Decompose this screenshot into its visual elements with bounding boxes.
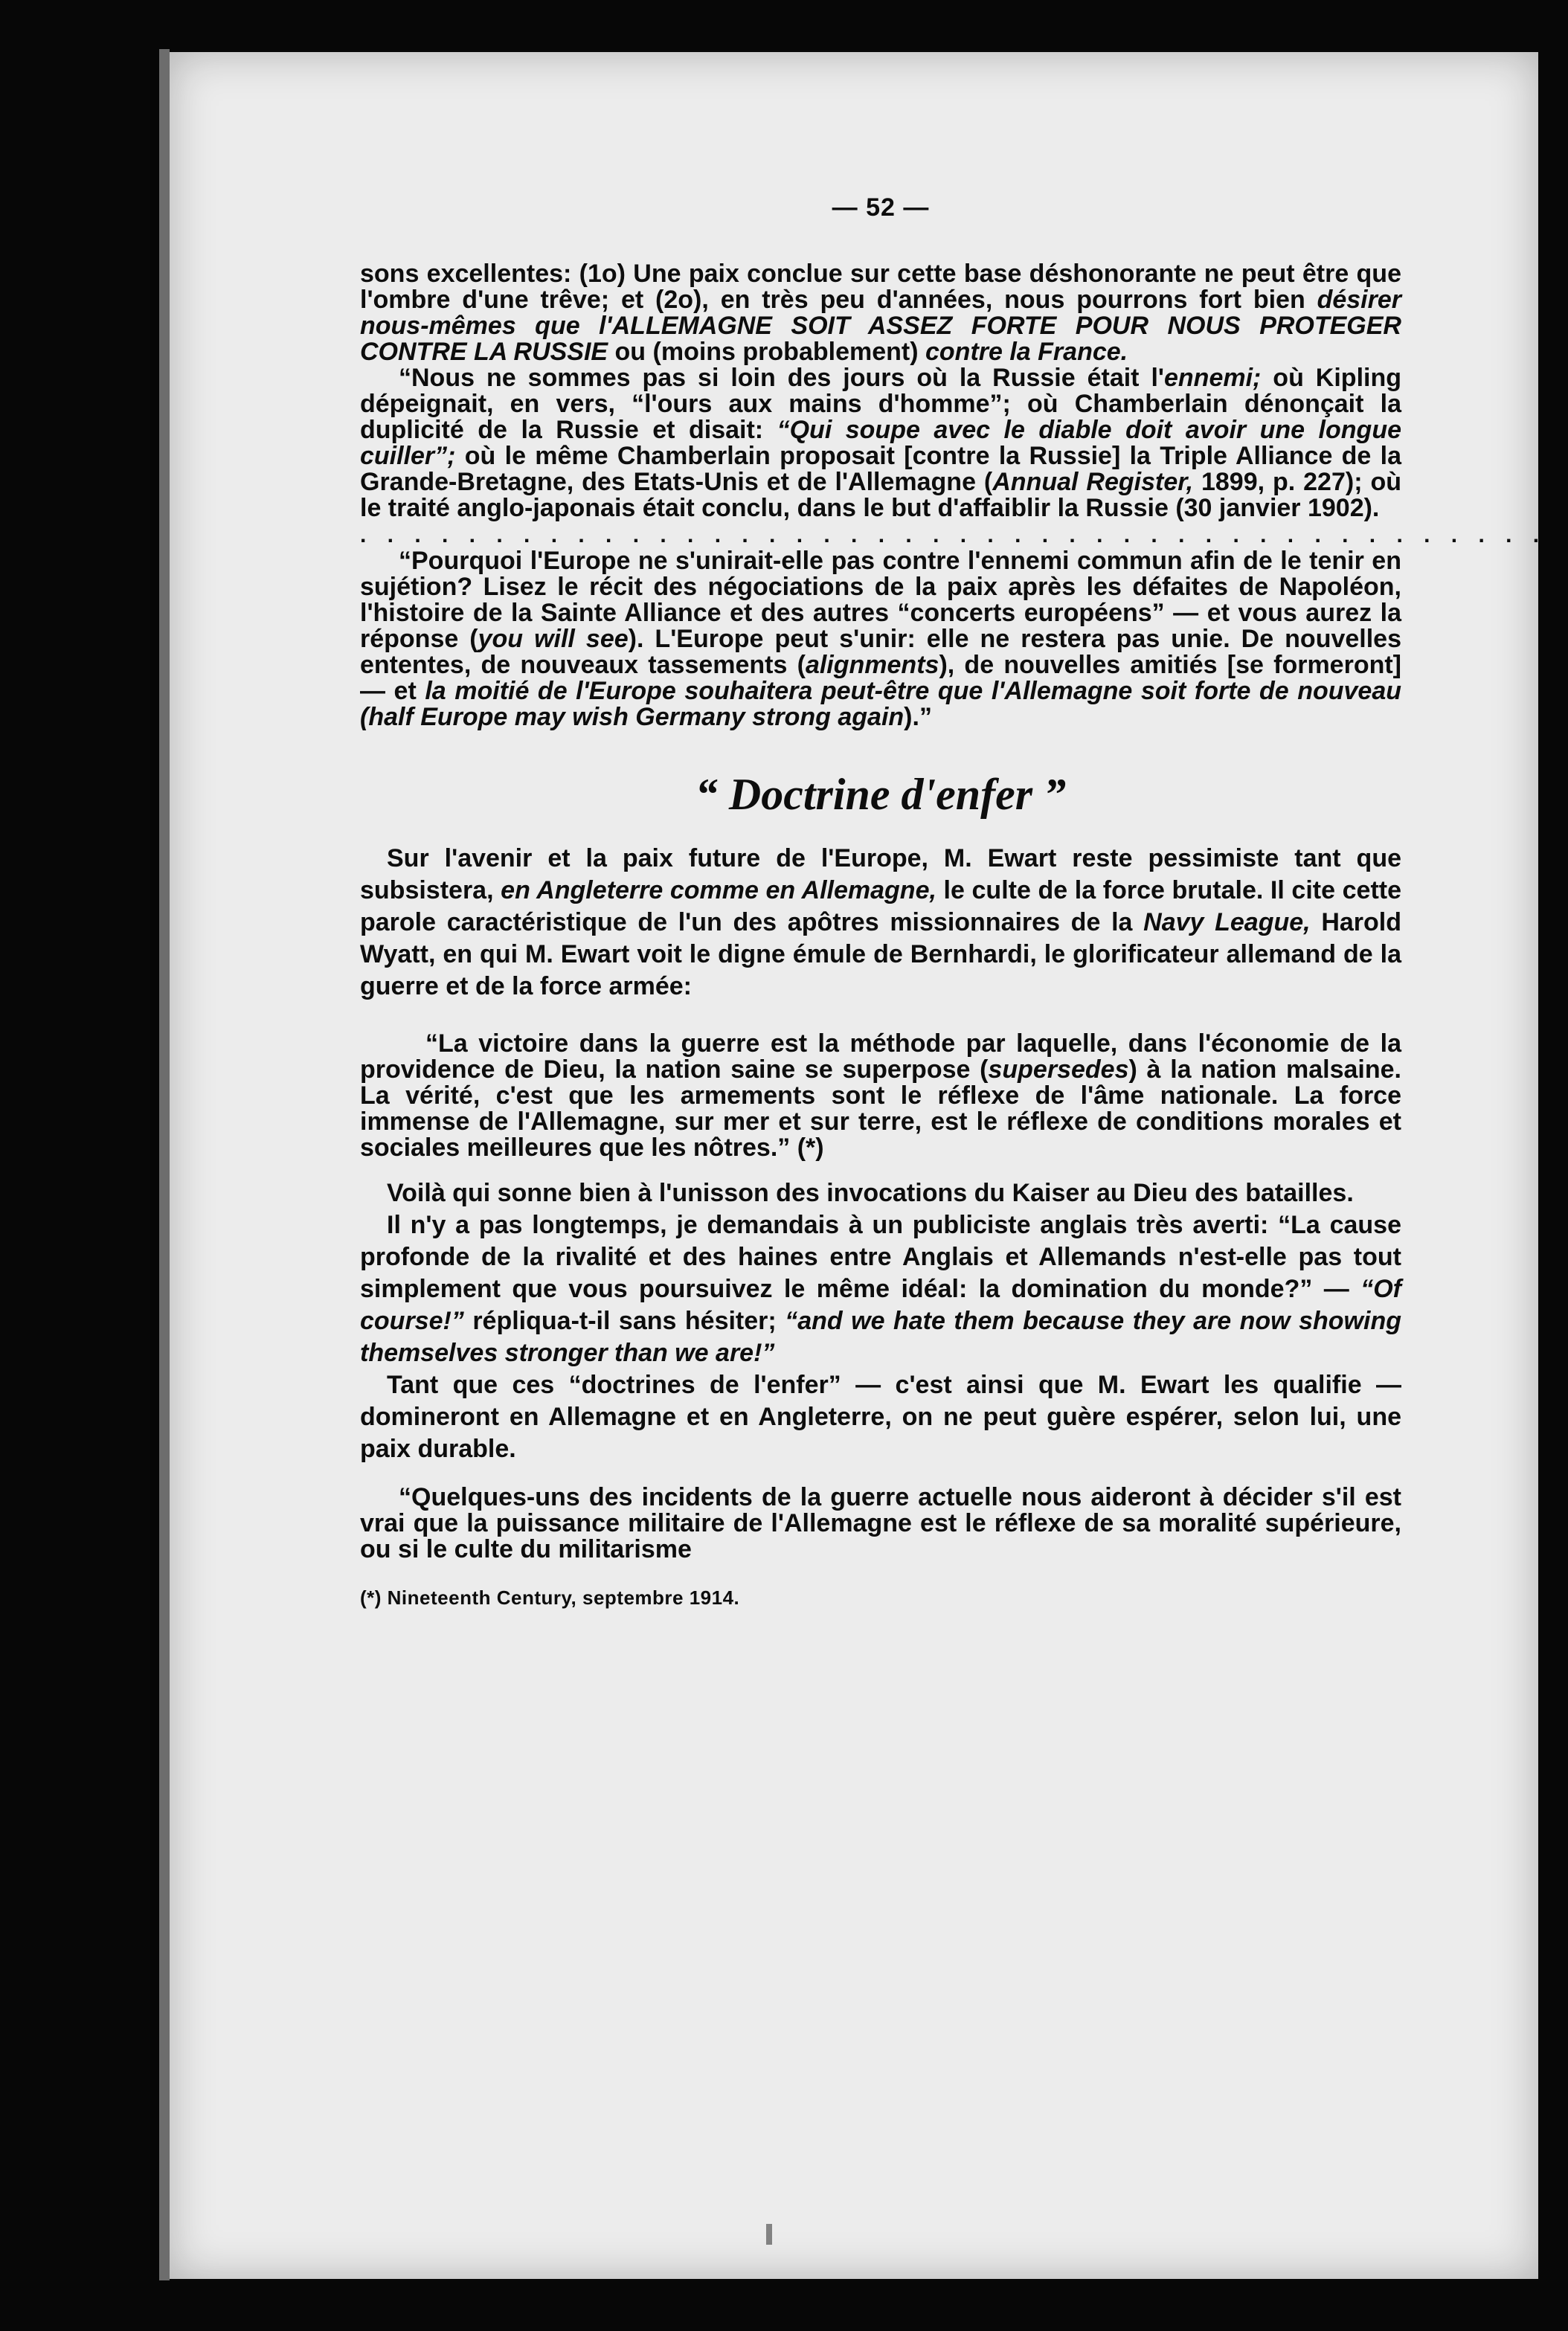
text-run: répliqua-t-il sans hésiter; [463, 1307, 785, 1335]
quote-paragraph [360, 1031, 1401, 1161]
emphasis-text: you will see [478, 625, 629, 653]
emphasis-text: Annual Register, [992, 468, 1194, 496]
emphasis-text: “Of course!” [360, 1275, 1401, 1335]
emphasis-text: “and we hate them because they are now showing themselves stronger than we are!” [360, 1307, 1401, 1367]
section-heading: “ Doctrine d'enfer ” [695, 770, 1067, 819]
emphasis-text: contre la France. [925, 338, 1128, 366]
text-run: ou (moins probablement) [608, 338, 925, 366]
emphasis-text: supersedes [988, 1055, 1129, 1084]
text-run: “Nous ne sommes pas si loin des jours où la Russie était l' [399, 364, 1164, 392]
text-run: “Pourquoi l'Europe ne s'unirait-elle pas contre l'ennemi commun afin de le tenir en sujétion? Lisez le récit des négociations de la paix après les défaites de Napoléon, l'histoire de la Sainte Alliance et des autres “concerts européens” — et vous aurez la réponse ( [360, 547, 1401, 653]
emphasis-text: alignments [805, 651, 939, 679]
footnote: (*) Nineteenth Century, septembre 1914. [360, 1586, 740, 1609]
emphasis-text: Navy League, [1143, 908, 1311, 936]
page-sheet [170, 52, 1547, 2279]
text-run: ), de nouvelles amitiés [se formeront] — et [360, 651, 1401, 705]
body-paragraph: Tant que ces “doctrines de l'enfer” — c'est ainsi que M. Ewart les qualifie — domineront en Allemagne et en Angleterre, on ne peut guère espérer, selon lui, une paix durable. [360, 1371, 1401, 1463]
body-paragraph: Voilà qui sonne bien à l'unisson des invocations du Kaiser au Dieu des batailles. [387, 1179, 1354, 1207]
text-column [360, 193, 1547, 1610]
text-run: sons excellentes: (1o) Une paix conclue sur cette base déshonorante ne peut être que l'ombre d'une trêve; et (2o), en très peu d'années, nous pourrons fort bien [360, 260, 1401, 314]
text-run: Il n'y a pas longtemps, je demandais à un publiciste anglais très averti: “La cause profonde de la rivalité et des haines entre Anglais et Allemands n'est-elle pas tout simplement que vous poursuivez le même idéal: la domination du monde?” — [360, 1211, 1401, 1303]
ellipsis-divider: . . . . . . . . . . . . . . . . . . . . . . . . . . . . . . . . . . . . . . . . . . . . [360, 523, 1547, 547]
emphasis-text: en Angleterre comme en Allemagne, [501, 876, 936, 904]
quote-paragraph [360, 261, 1401, 365]
text-run: où Kipling dépeignait, en vers, “l'ours aux mains d'homme”; où Chamberlain dénonçait la duplicité de la Russie et disait: [360, 364, 1402, 444]
quote-paragraph [360, 548, 1401, 730]
text-run: ) à la nation malsaine. La vérité, c'est que les armements sont le réflexe de l'âme nationale. La force immense de l'Allemagne, sur mer et sur terre, est le réflexe de conditions morales et sociales meilleures que les nôtres.” (*) [360, 1055, 1401, 1162]
scan-artifact [766, 2224, 772, 2245]
quote-paragraph [360, 365, 1401, 521]
closing-quote [360, 1485, 1401, 1563]
page-edge [159, 49, 170, 2280]
text-run: ). L'Europe peut s'unir: elle ne restera pas unie. De nouvelles ententes, de nouveaux tassements ( [360, 625, 1401, 679]
quote-paragraph: “Quelques-uns des incidents de la guerre actuelle nous aideront à décider s'il est vrai que la puissance militaire de l'Allemagne est le réflexe de sa moralité supérieure, ou si le culte du militarisme [360, 1483, 1401, 1563]
emphasis-text: “Qui soupe avec le diable doit avoir une longue cuiller”; [360, 416, 1401, 470]
page-number: — 52 — [832, 193, 930, 222]
body-paragraphs [360, 843, 1401, 1003]
text-run: où le même Chamberlain proposait [contre la Russie] la Triple Alliance de la Grande-Bretagne, des Etats-Unis et de l'Allemagne ( [360, 442, 1401, 496]
text-run: “La victoire dans la guerre est la méthode par laquelle, dans l'économie de la providence de Dieu, la nation saine se superpose ( [360, 1029, 1401, 1084]
body-paragraph [360, 843, 1401, 1003]
body-paragraph [360, 1209, 1401, 1369]
body-paragraphs [360, 1177, 1401, 1465]
wyatt-quote [360, 1031, 1401, 1161]
text-run: Sur l'avenir et la paix future de l'Europe, M. Ewart reste pessimiste tant que subsistera, [360, 844, 1401, 904]
text-run: ).” [904, 703, 932, 731]
opening-quote [360, 260, 1547, 731]
text-run: Harold Wyatt, en qui M. Ewart voit le digne émule de Bernhardi, le glorificateur allemand de la guerre et de la force armée: [360, 908, 1401, 1000]
text-run: le culte de la force brutale. Il cite cette parole caractéristique de l'un des apôtres missionnaires de la [360, 876, 1401, 936]
emphasis-text: désirer nous-mêmes que l'ALLEMAGNE SOIT ASSEZ FORTE POUR NOUS PROTEGER CONTRE LA RUSSIE [360, 286, 1401, 366]
emphasis-text: ennemi; [1164, 364, 1262, 392]
text-run: 1899, p. 227); où le traité anglo-japonais était conclu, dans le but d'affaiblir la Russie (30 janvier 1902). [360, 468, 1401, 522]
emphasis-text: la moitié de l'Europe souhaitera peut-être que l'Allemagne soit forte de nouveau (half Europe may wish Germany strong again [360, 677, 1402, 731]
